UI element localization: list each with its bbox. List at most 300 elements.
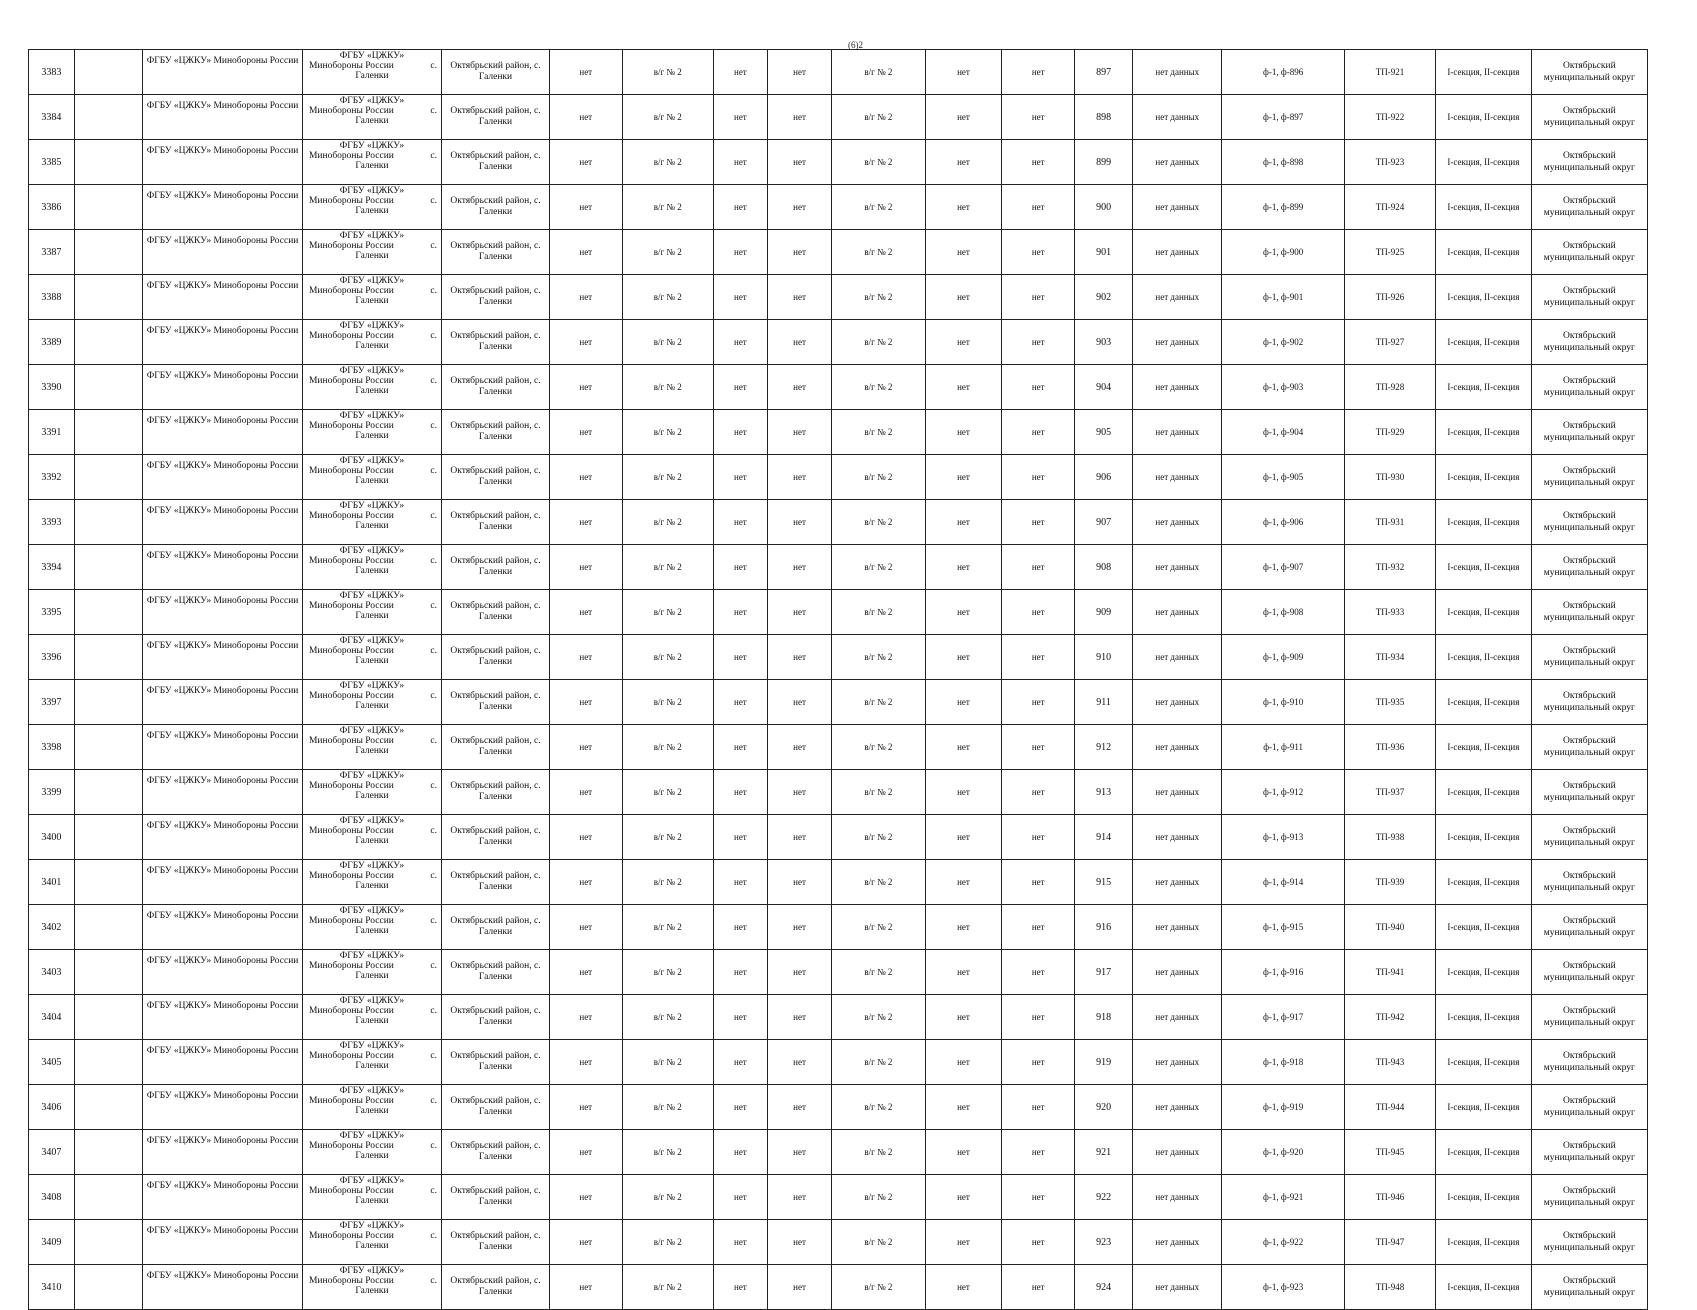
section-cell: I-секция, II-секция: [1436, 635, 1531, 680]
value-cell-1: нет: [549, 725, 622, 770]
holder-line-1: ФГБУ «ЦЖКУ»: [339, 951, 405, 961]
address-cell: Октябрьский район, с. Галенки: [442, 545, 550, 590]
section-cell: I-секция, II-секция: [1436, 455, 1531, 500]
address-cell: Октябрьский район, с. Галенки: [442, 1175, 550, 1220]
holder-line-3: Галенки: [355, 476, 389, 486]
value-cell-6: нет: [925, 815, 1002, 860]
holder-line-2: [305, 601, 439, 611]
value-cell-2: в/г № 2: [622, 950, 713, 995]
empty-cell: [74, 905, 142, 950]
holder-cell: [302, 725, 441, 770]
section-cell: I-секция, II-секция: [1436, 185, 1531, 230]
table-row: [29, 680, 1648, 725]
empty-cell: [74, 995, 142, 1040]
holder-line-1: ФГБУ «ЦЖКУ»: [339, 591, 405, 601]
table-row: [29, 905, 1648, 950]
district-cell: Октябрьский муниципальный округ: [1531, 590, 1647, 635]
value-cell-6: нет: [925, 635, 1002, 680]
holder-cell: [302, 1265, 441, 1310]
holder-line-2-text: Минобороны России: [308, 736, 394, 746]
data-status-cell: нет данных: [1133, 545, 1222, 590]
holder-line-3: Галенки: [355, 1151, 389, 1161]
substation-cell: ТП-945: [1344, 1130, 1435, 1175]
value-cell-4: нет: [767, 410, 831, 455]
table-row: [29, 455, 1648, 500]
value-cell-3: нет: [713, 455, 767, 500]
data-status-cell: нет данных: [1133, 365, 1222, 410]
table-row: [29, 590, 1648, 635]
address-cell: Октябрьский район, с. Галенки: [442, 410, 550, 455]
value-cell-6: нет: [925, 545, 1002, 590]
substation-cell: ТП-922: [1344, 95, 1435, 140]
holder-line-1: ФГБУ «ЦЖКУ»: [339, 861, 405, 871]
holder-line-2-suffix: с.: [430, 1051, 438, 1061]
district-cell: Октябрьский муниципальный округ: [1531, 860, 1647, 905]
feeder-cell: ф-1, ф-913: [1222, 815, 1344, 860]
value-cell-4: нет: [767, 950, 831, 995]
value-cell-5: в/г № 2: [832, 680, 925, 725]
data-status-cell: нет данных: [1133, 680, 1222, 725]
holder-line-2: [305, 1141, 439, 1151]
value-cell-2: в/г № 2: [622, 590, 713, 635]
holder-line-2: [305, 646, 439, 656]
table-row: [29, 815, 1648, 860]
empty-cell: [74, 1130, 142, 1175]
holder-cell: [302, 680, 441, 725]
district-cell: Октябрьский муниципальный округ: [1531, 95, 1647, 140]
owner-cell: ФГБУ «ЦЖКУ» Минобороны России: [143, 1175, 303, 1220]
holder-line-2-text: Минобороны России: [308, 61, 394, 71]
data-status-cell: нет данных: [1133, 1265, 1222, 1310]
district-cell: Октябрьский муниципальный округ: [1531, 275, 1647, 320]
value-cell-2: в/г № 2: [622, 995, 713, 1040]
value-cell-4: нет: [767, 1040, 831, 1085]
holder-line-3: Галенки: [355, 431, 389, 441]
feeder-cell: ф-1, ф-911: [1222, 725, 1344, 770]
section-cell: I-секция, II-секция: [1436, 545, 1531, 590]
holder-line-3: Галенки: [355, 791, 389, 801]
section-cell: I-секция, II-секция: [1436, 50, 1531, 95]
holder-cell: [302, 1040, 441, 1085]
district-cell: Октябрьский муниципальный округ: [1531, 1040, 1647, 1085]
value-cell-7: нет: [1002, 1175, 1075, 1220]
table-row: [29, 230, 1648, 275]
feeder-cell: ф-1, ф-904: [1222, 410, 1344, 455]
district-cell: Октябрьский муниципальный округ: [1531, 185, 1647, 230]
feeder-cell: ф-1, ф-917: [1222, 995, 1344, 1040]
value-cell-4: нет: [767, 590, 831, 635]
value-cell-6: нет: [925, 140, 1002, 185]
value-cell-7: нет: [1002, 725, 1075, 770]
holder-line-2: [305, 286, 439, 296]
owner-cell: ФГБУ «ЦЖКУ» Минобороны России: [143, 410, 303, 455]
row-number-cell: 3383: [29, 50, 75, 95]
object-number-cell: 919: [1075, 1040, 1133, 1085]
value-cell-3: нет: [713, 275, 767, 320]
value-cell-3: нет: [713, 815, 767, 860]
feeder-cell: ф-1, ф-905: [1222, 455, 1344, 500]
value-cell-5: в/г № 2: [832, 725, 925, 770]
data-status-cell: нет данных: [1133, 1130, 1222, 1175]
holder-line-3: Галенки: [355, 71, 389, 81]
substation-cell: ТП-924: [1344, 185, 1435, 230]
value-cell-5: в/г № 2: [832, 545, 925, 590]
substation-cell: ТП-943: [1344, 1040, 1435, 1085]
value-cell-6: нет: [925, 1085, 1002, 1130]
holder-cell: [302, 1085, 441, 1130]
holder-cell: [302, 1220, 441, 1265]
row-number-cell: 3407: [29, 1130, 75, 1175]
holder-line-2-text: Минобороны России: [308, 1006, 394, 1016]
value-cell-5: в/г № 2: [832, 320, 925, 365]
substation-cell: ТП-939: [1344, 860, 1435, 905]
address-cell: Октябрьский район, с. Галенки: [442, 1220, 550, 1265]
holder-line-2: [305, 106, 439, 116]
address-cell: Октябрьский район, с. Галенки: [442, 905, 550, 950]
table-row: [29, 1220, 1648, 1265]
holder-line-1: ФГБУ «ЦЖКУ»: [339, 1086, 405, 1096]
section-cell: I-секция, II-секция: [1436, 1130, 1531, 1175]
holder-line-3: Галенки: [355, 161, 389, 171]
holder-cell: [302, 455, 441, 500]
owner-cell: ФГБУ «ЦЖКУ» Минобороны России: [143, 770, 303, 815]
table-row: [29, 1265, 1648, 1310]
value-cell-6: нет: [925, 590, 1002, 635]
holder-line-2-suffix: с.: [430, 466, 438, 476]
address-cell: Октябрьский район, с. Галенки: [442, 995, 550, 1040]
section-cell: I-секция, II-секция: [1436, 905, 1531, 950]
holder-line-3: Галенки: [355, 926, 389, 936]
value-cell-3: нет: [713, 95, 767, 140]
holder-line-2: [305, 691, 439, 701]
data-status-cell: нет данных: [1133, 95, 1222, 140]
owner-cell: ФГБУ «ЦЖКУ» Минобороны России: [143, 1220, 303, 1265]
table-row: [29, 860, 1648, 905]
district-cell: Октябрьский муниципальный округ: [1531, 1265, 1647, 1310]
object-number-cell: 905: [1075, 410, 1133, 455]
holder-line-2-text: Минобороны России: [308, 151, 394, 161]
section-cell: I-секция, II-секция: [1436, 1040, 1531, 1085]
district-cell: Октябрьский муниципальный округ: [1531, 50, 1647, 95]
row-number-cell: 3396: [29, 635, 75, 680]
value-cell-5: в/г № 2: [832, 455, 925, 500]
holder-cell: [302, 230, 441, 275]
section-cell: I-секция, II-секция: [1436, 140, 1531, 185]
value-cell-7: нет: [1002, 680, 1075, 725]
holder-line-2: [305, 871, 439, 881]
data-status-cell: нет данных: [1133, 1175, 1222, 1220]
object-number-cell: 903: [1075, 320, 1133, 365]
row-number-cell: 3392: [29, 455, 75, 500]
address-cell: Октябрьский район, с. Галенки: [442, 500, 550, 545]
district-cell: Октябрьский муниципальный округ: [1531, 545, 1647, 590]
holder-line-2: [305, 1096, 439, 1106]
holder-line-2-text: Минобороны России: [308, 196, 394, 206]
empty-cell: [74, 140, 142, 185]
value-cell-5: в/г № 2: [832, 860, 925, 905]
holder-line-1: ФГБУ «ЦЖКУ»: [339, 906, 405, 916]
substation-cell: ТП-929: [1344, 410, 1435, 455]
empty-cell: [74, 860, 142, 905]
value-cell-1: нет: [549, 860, 622, 905]
address-cell: Октябрьский район, с. Галенки: [442, 860, 550, 905]
value-cell-5: в/г № 2: [832, 95, 925, 140]
value-cell-1: нет: [549, 320, 622, 365]
value-cell-2: в/г № 2: [622, 140, 713, 185]
feeder-cell: ф-1, ф-922: [1222, 1220, 1344, 1265]
holder-cell: [302, 185, 441, 230]
empty-cell: [74, 1085, 142, 1130]
data-status-cell: нет данных: [1133, 410, 1222, 455]
data-status-cell: нет данных: [1133, 1040, 1222, 1085]
value-cell-2: в/г № 2: [622, 905, 713, 950]
row-number-cell: 3386: [29, 185, 75, 230]
section-cell: I-секция, II-секция: [1436, 410, 1531, 455]
holder-line-1: ФГБУ «ЦЖКУ»: [339, 276, 405, 286]
value-cell-3: нет: [713, 410, 767, 455]
data-status-cell: нет данных: [1133, 1220, 1222, 1265]
holder-line-1: ФГБУ «ЦЖКУ»: [339, 411, 405, 421]
substation-cell: ТП-944: [1344, 1085, 1435, 1130]
section-cell: I-секция, II-секция: [1436, 860, 1531, 905]
value-cell-3: нет: [713, 320, 767, 365]
value-cell-4: нет: [767, 1130, 831, 1175]
owner-cell: ФГБУ «ЦЖКУ» Минобороны России: [143, 230, 303, 275]
holder-line-2: [305, 466, 439, 476]
section-cell: I-секция, II-секция: [1436, 1265, 1531, 1310]
data-status-cell: нет данных: [1133, 320, 1222, 365]
owner-cell: ФГБУ «ЦЖКУ» Минобороны России: [143, 1265, 303, 1310]
district-cell: Октябрьский муниципальный округ: [1531, 1085, 1647, 1130]
empty-cell: [74, 95, 142, 140]
object-number-cell: 921: [1075, 1130, 1133, 1175]
address-cell: Октябрьский район, с. Галенки: [442, 635, 550, 680]
substation-cell: ТП-934: [1344, 635, 1435, 680]
value-cell-6: нет: [925, 950, 1002, 995]
table-row: [29, 950, 1648, 995]
value-cell-5: в/г № 2: [832, 770, 925, 815]
value-cell-1: нет: [549, 230, 622, 275]
address-cell: Октябрьский район, с. Галенки: [442, 815, 550, 860]
holder-line-3: Галенки: [355, 341, 389, 351]
holder-line-2-text: Минобороны России: [308, 1141, 394, 1151]
row-number-cell: 3399: [29, 770, 75, 815]
object-number-cell: 918: [1075, 995, 1133, 1040]
value-cell-7: нет: [1002, 320, 1075, 365]
empty-cell: [74, 950, 142, 995]
holder-line-3: Галенки: [355, 971, 389, 981]
owner-cell: ФГБУ «ЦЖКУ» Минобороны России: [143, 1085, 303, 1130]
holder-line-2-text: Минобороны России: [308, 241, 394, 251]
value-cell-1: нет: [549, 905, 622, 950]
address-cell: Октябрьский район, с. Галенки: [442, 1040, 550, 1085]
table-row: [29, 635, 1648, 680]
value-cell-2: в/г № 2: [622, 725, 713, 770]
value-cell-6: нет: [925, 95, 1002, 140]
owner-cell: ФГБУ «ЦЖКУ» Минобороны России: [143, 50, 303, 95]
object-number-cell: 920: [1075, 1085, 1133, 1130]
row-number-cell: 3387: [29, 230, 75, 275]
holder-cell: [302, 995, 441, 1040]
holder-line-2-text: Минобороны России: [308, 1186, 394, 1196]
value-cell-5: в/г № 2: [832, 1220, 925, 1265]
value-cell-1: нет: [549, 1220, 622, 1265]
value-cell-5: в/г № 2: [832, 500, 925, 545]
district-cell: Октябрьский муниципальный округ: [1531, 365, 1647, 410]
holder-line-2: [305, 961, 439, 971]
table-row: [29, 545, 1648, 590]
value-cell-7: нет: [1002, 95, 1075, 140]
holder-line-1: ФГБУ «ЦЖКУ»: [339, 1176, 405, 1186]
value-cell-7: нет: [1002, 140, 1075, 185]
feeder-cell: ф-1, ф-902: [1222, 320, 1344, 365]
holder-line-1: ФГБУ «ЦЖКУ»: [339, 636, 405, 646]
district-cell: Октябрьский муниципальный округ: [1531, 680, 1647, 725]
data-status-cell: нет данных: [1133, 725, 1222, 770]
holder-line-1: ФГБУ «ЦЖКУ»: [339, 96, 405, 106]
owner-cell: ФГБУ «ЦЖКУ» Минобороны России: [143, 545, 303, 590]
holder-line-2-text: Минобороны России: [308, 781, 394, 791]
value-cell-2: в/г № 2: [622, 455, 713, 500]
holder-line-3: Галенки: [355, 566, 389, 576]
value-cell-6: нет: [925, 860, 1002, 905]
table-row: [29, 275, 1648, 320]
object-number-cell: 917: [1075, 950, 1133, 995]
holder-line-2-text: Минобороны России: [308, 691, 394, 701]
owner-cell: ФГБУ «ЦЖКУ» Минобороны России: [143, 1130, 303, 1175]
object-number-cell: 923: [1075, 1220, 1133, 1265]
district-cell: Октябрьский муниципальный округ: [1531, 140, 1647, 185]
holder-line-2-suffix: с.: [430, 781, 438, 791]
substation-cell: ТП-942: [1344, 995, 1435, 1040]
value-cell-2: в/г № 2: [622, 500, 713, 545]
value-cell-4: нет: [767, 95, 831, 140]
value-cell-2: в/г № 2: [622, 545, 713, 590]
holder-line-2-text: Минобороны России: [308, 916, 394, 926]
value-cell-6: нет: [925, 995, 1002, 1040]
value-cell-3: нет: [713, 1220, 767, 1265]
holder-cell: [302, 365, 441, 410]
section-cell: I-секция, II-секция: [1436, 1220, 1531, 1265]
table-row: [29, 365, 1648, 410]
holder-line-3: Галенки: [355, 206, 389, 216]
owner-cell: ФГБУ «ЦЖКУ» Минобороны России: [143, 140, 303, 185]
holder-line-2-text: Минобороны России: [308, 556, 394, 566]
empty-cell: [74, 635, 142, 680]
value-cell-1: нет: [549, 365, 622, 410]
holder-line-1: ФГБУ «ЦЖКУ»: [339, 1266, 405, 1276]
holder-cell: [302, 905, 441, 950]
value-cell-2: в/г № 2: [622, 185, 713, 230]
holder-line-1: ФГБУ «ЦЖКУ»: [339, 546, 405, 556]
value-cell-1: нет: [549, 995, 622, 1040]
district-cell: Октябрьский муниципальный округ: [1531, 410, 1647, 455]
value-cell-4: нет: [767, 770, 831, 815]
value-cell-6: нет: [925, 680, 1002, 725]
holder-cell: [302, 545, 441, 590]
holder-line-2-text: Минобороны России: [308, 1051, 394, 1061]
value-cell-4: нет: [767, 995, 831, 1040]
value-cell-4: нет: [767, 1085, 831, 1130]
holder-line-1: ФГБУ «ЦЖКУ»: [339, 51, 405, 61]
feeder-cell: ф-1, ф-919: [1222, 1085, 1344, 1130]
address-cell: Октябрьский район, с. Галенки: [442, 140, 550, 185]
holder-line-3: Галенки: [355, 836, 389, 846]
value-cell-7: нет: [1002, 590, 1075, 635]
object-number-cell: 908: [1075, 545, 1133, 590]
holder-line-1: ФГБУ «ЦЖКУ»: [339, 1041, 405, 1051]
holder-line-2-suffix: с.: [430, 601, 438, 611]
value-cell-2: в/г № 2: [622, 365, 713, 410]
value-cell-3: нет: [713, 230, 767, 275]
empty-cell: [74, 275, 142, 320]
value-cell-1: нет: [549, 770, 622, 815]
empty-cell: [74, 815, 142, 860]
data-status-cell: нет данных: [1133, 500, 1222, 545]
value-cell-3: нет: [713, 950, 767, 995]
holder-line-2: [305, 1231, 439, 1241]
holder-line-2-text: Минобороны России: [308, 826, 394, 836]
address-cell: Октябрьский район, с. Галенки: [442, 365, 550, 410]
holder-line-3: Галенки: [355, 656, 389, 666]
address-cell: Октябрьский район, с. Галенки: [442, 725, 550, 770]
table-row: [29, 770, 1648, 815]
data-status-cell: нет данных: [1133, 275, 1222, 320]
empty-cell: [74, 455, 142, 500]
value-cell-7: нет: [1002, 1220, 1075, 1265]
holder-line-2-text: Минобороны России: [308, 286, 394, 296]
district-cell: Октябрьский муниципальный округ: [1531, 995, 1647, 1040]
value-cell-6: нет: [925, 905, 1002, 950]
value-cell-7: нет: [1002, 230, 1075, 275]
holder-line-3: Галенки: [355, 251, 389, 261]
value-cell-2: в/г № 2: [622, 95, 713, 140]
holder-line-2-suffix: с.: [430, 736, 438, 746]
row-number-cell: 3409: [29, 1220, 75, 1265]
holder-line-3: Галенки: [355, 881, 389, 891]
value-cell-7: нет: [1002, 275, 1075, 320]
holder-line-1: ФГБУ «ЦЖКУ»: [339, 501, 405, 511]
table-row: [29, 50, 1648, 95]
empty-cell: [74, 545, 142, 590]
holder-line-2-text: Минобороны России: [308, 601, 394, 611]
empty-cell: [74, 725, 142, 770]
holder-line-3: Галенки: [355, 611, 389, 621]
substation-cell: ТП-931: [1344, 500, 1435, 545]
holder-line-2-suffix: с.: [430, 1141, 438, 1151]
holder-cell: [302, 95, 441, 140]
holder-line-2: [305, 511, 439, 521]
holder-line-1: ФГБУ «ЦЖКУ»: [339, 366, 405, 376]
section-cell: I-секция, II-секция: [1436, 815, 1531, 860]
holder-line-2-suffix: с.: [430, 286, 438, 296]
value-cell-4: нет: [767, 140, 831, 185]
value-cell-4: нет: [767, 185, 831, 230]
empty-cell: [74, 410, 142, 455]
value-cell-3: нет: [713, 1040, 767, 1085]
holder-cell: [302, 860, 441, 905]
empty-cell: [74, 365, 142, 410]
value-cell-5: в/г № 2: [832, 905, 925, 950]
value-cell-5: в/г № 2: [832, 50, 925, 95]
holder-line-2-suffix: с.: [430, 1186, 438, 1196]
value-cell-6: нет: [925, 770, 1002, 815]
holder-line-2: [305, 736, 439, 746]
district-cell: Октябрьский муниципальный округ: [1531, 1175, 1647, 1220]
owner-cell: ФГБУ «ЦЖКУ» Минобороны России: [143, 590, 303, 635]
value-cell-2: в/г № 2: [622, 770, 713, 815]
owner-cell: ФГБУ «ЦЖКУ» Минобороны России: [143, 725, 303, 770]
